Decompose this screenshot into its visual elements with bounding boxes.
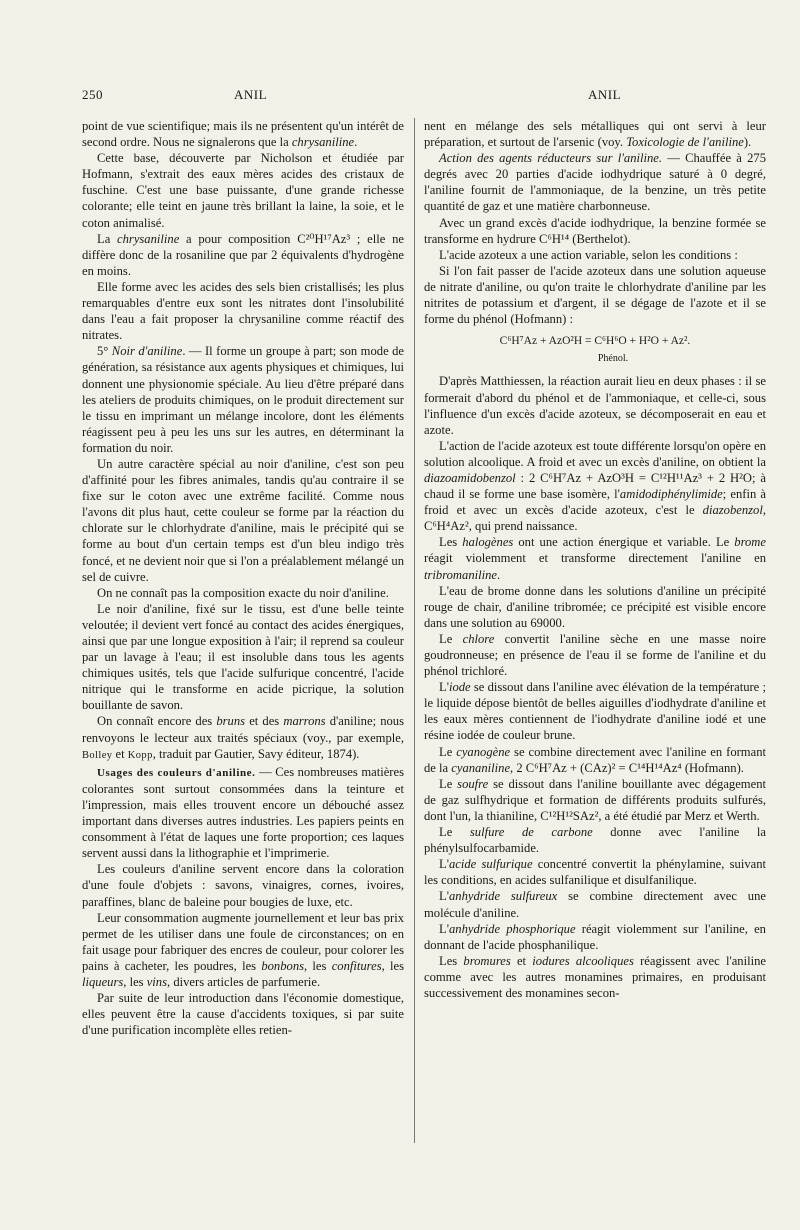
column-divider <box>414 118 415 1143</box>
paragraph: Cette base, découverte par Nicholson et étudiée par Hofmann, s'extrait des eaux mères acides des cristaux de fuschine. C'est une base puissante, d'une grande richesse colorante; elle teint en jaune très brillant la laine, la soie, et le coton animalisé. <box>82 151 404 230</box>
paragraph: Elle forme avec les acides des sels bien cristallisés; les plus remarquables d'entre eux sont les nitrates dont l'insolubilité dans l'eau a fait proposer la chrysaniline comme réactif des nitrates. <box>82 279 404 343</box>
paragraph: Un autre caractère spécial au noir d'aniline, c'est son peu d'affinité pour les fibres animales, tandis qu'au contraire il se fixe sur le coton avec une extrême facilité. Comme nous l'avons dit plus haut, cette couleur se forme par la réaction du chlorate sur le chlorhydrate d'aniline, mais le précipité qui se forme au bout d'un certain temps est d'un bleu indigo très foncé, et ne devient noir que si l'on a préalablement mélangé un sel de cuivre. <box>82 456 404 584</box>
paragraph: L'anhydride phosphorique réagit violemment sur l'aniline, en donnant de l'acide phosphanilique. <box>424 921 766 952</box>
paragraph: Les halogènes ont une action énergique et variable. Le brome réagit violemment et transforme directement l'aniline en tribromaniline. <box>424 535 766 582</box>
paragraph: nent en mélange des sels métalliques qui ont servi à leur préparation, et surtout de l'arsenic (voy. Toxicologie de l'aniline). <box>424 119 766 150</box>
paragraph: Le chlore convertit l'aniline sèche en une masse noire goudronneuse; en présence de l'eau il se forme de l'aniline et du phénol trichloré. <box>424 631 767 679</box>
paragraph: La chrysaniline a pour composition C²⁰H¹⁷Az³ ; elle ne diffère donc de la rosaniline que par 2 équivalents d'hydrogène en moins. <box>82 231 404 278</box>
paragraph: Leur consommation augmente journellement et leur bas prix permet de les utiliser dans une foule de circonstances; on en fait usage pour fabriquer des encres de couleur, pour colorer les pains à cacheter, les poudres, les bonbons, les confitures, les liqueurs, les vins, divers articles de parfumerie. <box>82 910 404 989</box>
paragraph: L'iode se dissout dans l'aniline avec élévation de la température ; le liquide dépose bientôt de belles aiguilles d'iodhydrate d'aniline et les eaux mères contiennent de l'iodhydrate d'aniline iodé et une résine iodée de couleur brune. <box>424 680 766 743</box>
equation-label: Phénol. <box>597 353 629 365</box>
paragraph: D'après Matthiessen, la réaction aurait lieu en deux phases : il se formerait d'abord du phénol et de l'ammoniaque, et celle-ci, sous l'influence d'un excès d'acide azoteux, se décomposerait en eau et azote. <box>424 374 766 437</box>
paragraph: L'acide azoteux a une action variable, selon les conditions : <box>439 247 738 262</box>
running-title-left: ANIL <box>234 87 268 102</box>
paragraph: point de vue scientifique; mais ils ne présentent qu'un intérêt de second ordre. Nous ne signalerons que la chrysaniline. <box>82 119 404 150</box>
paragraph: On connaît encore des bruns et des marrons d'aniline; nous renvoyons le lecteur aux traités spéciaux (voy., par exemple, Bolley et Kopp, traduit par Gautier, Savy éditeur, 1874). <box>82 714 404 761</box>
paragraph: L'anhydride sulfureux se combine directement avec une molécule d'aniline. <box>424 889 766 920</box>
left-column <box>82 118 404 1038</box>
chemical-equation: C⁶H⁷Az + AzO²H = C⁶H⁶O + H²O + Az². <box>499 335 691 348</box>
paragraph: Les couleurs d'aniline servent encore dans la coloration d'une foule d'objets : savons, vinaigres, cornes, ivoires, paraffines, blanc de baleine pour bougies de luxe, etc. <box>82 862 404 909</box>
paragraph: L'eau de brome donne dans les solutions d'aniline un précipité rouge de chair, d'aniline tribromée; ce précipité est visible encore dans une solution au 69000. <box>424 583 766 630</box>
section-usages: Usages des couleurs d'aniline. — Ces nombreuses matières colorantes sont surtout consommées dans la teinture et l'impression, mais elles trouvent encore un débouché assez important dans diverses autres industries. Les papiers peints en consomment à l'état de laques une forte proportion; ces laques servent aussi dans la lithographie et l'imprimerie. <box>82 764 404 861</box>
paragraph: Le noir d'aniline, fixé sur le tissu, est d'une belle teinte veloutée; il devient vert foncé au contact des acides énergiques, ainsi que par une longue exposition à l'air; il reprend sa couleur par un lavage à l'eau; il est insoluble dans tous les agents chimiques usités, tels que l'acide sulfurique concentré, l'acide nitrique qui le transforme en acide picrique, la solution bouillante de savon. <box>82 601 404 713</box>
right-column <box>424 118 766 1001</box>
paragraph: Avec un grand excès d'acide iodhydrique, la benzine formée se transforme en hydrure C⁶H¹⁴ (Berthelot). <box>424 215 766 246</box>
paragraph: Le soufre se dissout dans l'aniline bouillante avec dégagement de gaz sulfhydrique et formation de différents produits sulfurés, dont l'un, la thianiline, C¹²H¹²SAz², a été étudié par Merz et Werth. <box>424 776 766 823</box>
paragraph: Par suite de leur introduction dans l'économie domestique, elles peuvent être la cause d'accidents toxiques, si par suite d'une purification incomplète elles retien- <box>82 991 404 1038</box>
section-noir-aniline: 5° Noir d'aniline. — Il forme un groupe à part; son mode de génération, sa résistance aux agents physiques et chimiques, lui donnent une physionomie spéciale. Au lieu d'être préparé dans les ateliers de produits chimiques, on le produit directement sur le tissu en imprimant un mélange incolore, dont les éléments réagissent peu à peu les uns sur les autres, en déterminant la formation du noir. <box>82 344 404 455</box>
paragraph: Si l'on fait passer de l'acide azoteux dans une solution aqueuse de nitrate d'aniline, ou qu'on traite le chlorhydrate d'aniline par les nitrites de potassium et d'argent, il se dégage de l'azote et il se forme du phénol (Hofmann) : <box>424 263 766 327</box>
paragraph: Les bromures et iodures alcooliques réagissent avec l'aniline comme avec les autres monamines primaires, en produisant successivement des monamines secon- <box>424 953 766 1000</box>
paragraph: Le cyanogène se combine directement avec l'aniline en formant de la cyananiline, 2 C⁶H⁷Az + (CAz)² = C¹⁴H¹⁴Az⁴ (Hofmann). <box>424 744 766 775</box>
section-agents-reducteurs: Action des agents réducteurs sur l'aniline. — Chauffée à 275 degrés avec 20 parties d'acide iodhydrique saturé à 0 degré, l'aniline fournit de l'ammoniaque, de la benzine, un très petite quantité de gaz et une matière charbonneuse. <box>424 151 766 214</box>
paragraph: On ne connaît pas la composition exacte du noir d'aniline. <box>97 585 389 600</box>
paragraph: Le sulfure de carbone donne avec l'aniline la phénylsulfocarbamide. <box>424 825 767 856</box>
page-number: 250 <box>82 87 103 102</box>
paragraph: L'acide sulfurique concentré convertit la phénylamine, suivant les conditions, en acides sulfanilique et disulfanilique. <box>424 857 767 888</box>
paragraph: L'action de l'acide azoteux est toute différente lorsqu'on opère en solution alcoolique. A froid et avec un excès d'aniline, on obtient la diazoamidobenzol : 2 C⁶H⁷Az + AzO³H = C¹²H¹¹Az³ + 2 H²O; à chaud il se forme une base isomère, l'amidodiphénylimide; enfin à froid et avec un excès d'acide azoteux, c'est le diazobenzol, C⁶H⁴Az², qui prend naissance. <box>424 438 766 534</box>
running-title-right: ANIL <box>588 87 622 102</box>
page-header <box>82 87 760 107</box>
